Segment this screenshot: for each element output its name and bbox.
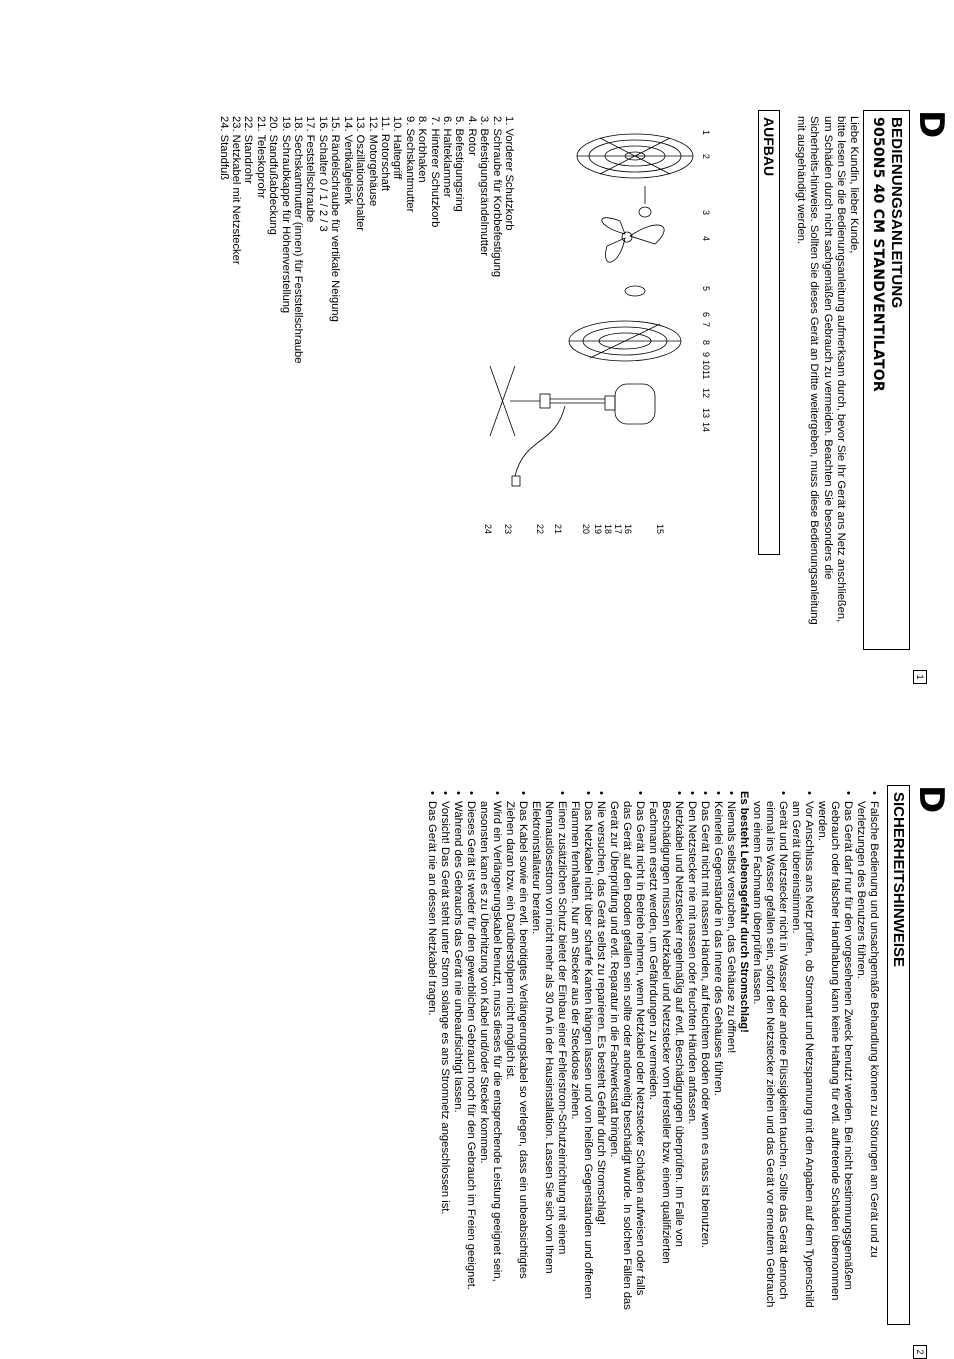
callout-1: 1 — [701, 130, 711, 136]
part-item: 8. Korbhaken — [416, 116, 429, 183]
safety-rule: • Nie versuchen, das Gerät selbst zu reparieren. Es besteht Gefahr durch Stromschlag! — [594, 791, 607, 1311]
safety-rule: • Niemals selbst versuchen, das Gehäuse zu öffnen! — [724, 791, 737, 1311]
callout-12: 12 — [701, 388, 711, 399]
callout-8: 8 — [701, 340, 711, 346]
rotor-drawing — [602, 218, 664, 262]
callout-6: 6 — [701, 312, 711, 318]
part-item: 11. Rotorschaft — [378, 116, 391, 192]
manual-page-2 — [110, 785, 951, 1355]
callout-21: 21 — [553, 524, 563, 535]
callout-17: 17 — [613, 524, 623, 535]
parts-list — [217, 116, 515, 364]
safety-rule: • Das Netzkabel nicht über scharfe Kanten hängen lassen und von heißen Gegenständen und offenen Flammen fernhalten. Nur am Stecker aus der Steckdose ziehen. — [568, 791, 594, 1311]
part-item: 9. Sechskantmutter — [403, 116, 416, 213]
safety-rule: • Den Netzstecker nie mit nassen oder feuchten Händen anfassen. — [685, 791, 698, 1311]
callout-24: 24 — [483, 524, 493, 535]
part-item: 1. Vorderer Schutzkorb — [503, 116, 515, 231]
callout-19: 19 — [593, 524, 603, 535]
manual-title — [863, 110, 910, 650]
intro-paragraph: Liebe Kundin, lieber Kunde, bitte lesen Sie die Bedienungsanleitung aufmerksam durch, bevor Sie Ihr Gerät ans Netz anschließen, um Schäden durch nicht sachgemäßen Gebrauch zu vermeiden. Beachten Sie besonders die Sicherheits-hinweise. Sollten Sie dieses Gerät an Dritte weitergeben, muss diese Bedienungsanleitung mit ausgehändigt werden. — [795, 116, 860, 625]
part-item: 24. Standfuß — [217, 116, 230, 181]
part-item: 7. Hinterer Schutzkorb — [428, 116, 441, 228]
part-item: 2. Schraube für Korbbefestigung — [490, 116, 503, 278]
front-guard-drawing — [577, 134, 693, 178]
callout-4: 4 — [701, 236, 711, 242]
safety-rule: • Vorsicht! Das Gerät steht unter Strom solange es ans Stromnetz angeschlossen ist. — [438, 791, 451, 1311]
part-item: 15. Rändelschraube für vertikale Neigung — [329, 116, 342, 322]
part-item: 19. Schraubkappe für Höhenverstellung — [279, 116, 292, 314]
callout-13: 13 — [701, 408, 711, 419]
language-letter: D — [911, 110, 951, 139]
part-item: 6. Halteklammer — [440, 116, 453, 198]
part-item: 16. Schalter 0 / 1 / 2 / 3 — [316, 116, 329, 232]
aufbau-heading: AUFBAU — [758, 110, 780, 555]
safety-rule: • Keinerlei Gegenstände in das Innere des Gehäuses führen. — [711, 791, 724, 1311]
safety-rule: • Wird ein Verlängerungskabel benutzt, muss dieses für die entsprechende Leistung geeignet sein, ansonsten kann es zu Überhitzung von Kabel und/oder Stecker kommen. — [477, 791, 503, 1311]
part-item: 4. Rotor — [465, 116, 478, 156]
figure-callouts — [483, 130, 711, 534]
callout-2: 2 — [701, 154, 711, 160]
safety-rule: • Einen zusätzlichen Schutz bietet der Einbau einer Fehlerstrom-Schutzeinrichtung mit einem Nennauslösestrom von nicht mehr als 30 mA in der Hausinstallation. Lassen Sie sich von Ihrem Elektroinstallateur beraten. — [529, 791, 568, 1311]
page-number: 1 — [913, 670, 927, 684]
safety-rule: • Das Gerät nicht mit nassen Händen, auf feuchtem Boden oder wenn es nass ist benutzen. — [698, 791, 711, 1311]
callout-22: 22 — [535, 524, 545, 535]
safety-rule: • Das Gerät nie an dessen Netzkabel tragen. — [425, 791, 438, 1311]
callout-7: 7 — [701, 322, 711, 328]
safety-rule: • Netzkabel und Netzstecker regelmäßig auf evtl. Beschädigungen überprüfen. Im Falle von Beschädigungen müssen Netzkabel und Netzstecker vom Hersteller bzw. einem qualifizierten Fachmann ersetzt werden, um Gefährdungen zu vermeiden. — [646, 791, 685, 1311]
part-item: 13. Oszillationsschalter — [354, 116, 367, 232]
manual-page-1 — [110, 110, 951, 680]
safety-rule: • Gerät und Netzstecker nicht in Wasser oder andere Flüssigkeiten tauchen. Sollte das Gerät dennoch einmal ins Wasser gefallen sein, sofort den Netzstecker ziehen und das Gerät vor erneutem Gebrauch von einem Fachmann überprüfen lassen. — [750, 791, 789, 1311]
callout-3: 3 — [701, 210, 711, 216]
safety-rule: • Falsche Bedienung und unsachgemäße Behandlung können zu Störungen am Gerät und zu Verletzungen des Benutzers führen. — [854, 791, 880, 1311]
screw-and-nut-drawing — [639, 186, 651, 217]
intro-text — [794, 116, 860, 636]
page-number: 2 — [913, 1345, 927, 1359]
part-item: 20. Standfußabdeckung — [267, 116, 280, 235]
safety-rule: • Während des Gebrauchs das Gerät nie unbeaufsichtigt lassen. — [451, 791, 464, 1311]
callout-5: 5 — [701, 286, 711, 292]
part-item: 3. Befestigungsrändelmutter — [478, 116, 491, 256]
callout-10: 10 — [701, 360, 711, 371]
title-line-2: 9050N5 40 CM STANDVENTILATOR — [870, 117, 886, 392]
safety-rule: • Vor Anschluss ans Netz prüfen, ob Stromart und Netzspannung mit den Angaben auf dem Typenschild am Gerät übereinstimmen. — [789, 791, 815, 1311]
language-letter: D — [911, 785, 951, 814]
callout-15: 15 — [655, 524, 665, 535]
part-item: 12. Motorgehäuse — [366, 116, 379, 207]
safety-rule: • Das Kabel sowie ein evtl. benötigtes Verlängerungskabel so verlegen, dass ein unbeabsichtigtes Ziehen daran bzw. ein Darüberstolpern nicht möglich ist. — [503, 791, 529, 1311]
safety-rule: • Das Gerät nicht in Betrieb nehmen, wenn Netzkabel oder Netzstecker Schäden aufweisen oder falls das Gerät auf den Boden gefallen sein sollte oder anderweitig beschädigt wurde. In solchen Fällen das Gerät zur Überprüfung und evtl. Reparatur in die Fachwerkstatt bringen. — [607, 791, 646, 1311]
callout-18: 18 — [603, 524, 613, 535]
ring-drawing — [625, 286, 645, 296]
part-item: 17. Feststellschraube — [304, 116, 317, 223]
safety-warning: Es besteht Lebensgefahr durch Stromschlag! — [738, 791, 750, 1033]
rear-guard-drawing — [569, 321, 681, 361]
safety-rules-list — [425, 791, 880, 1311]
part-item: 14. Vertikalgelenk — [341, 116, 354, 205]
part-item: 22. Standrohr — [242, 116, 255, 184]
part-item: 23. Netzkabel mit Netzstecker — [230, 116, 243, 265]
title-line-1: BEDIENUNGSANLEITUNG — [888, 117, 905, 309]
callout-16: 16 — [623, 524, 633, 535]
safety-rule: • Das Gerät darf nur für den vorgesehenen Zweck benutzt werden. Bei nicht bestimmungsgemäßem Gebrauch oder falscher Handhabung kann keine Haftung für evtl. auftretende Schäden übernommen werden. — [815, 791, 854, 1311]
part-item: 21. Teleskoprohr — [254, 116, 267, 199]
callout-9: 9 — [701, 352, 711, 358]
callout-14: 14 — [701, 422, 711, 433]
motor-and-stand-drawing — [490, 366, 655, 486]
part-item: 10. Haltegriff — [391, 116, 404, 180]
part-item: 18. Sechskantmutter (innen) für Feststellschraube — [292, 116, 305, 364]
callout-20: 20 — [581, 524, 591, 535]
callout-23: 23 — [503, 524, 513, 535]
callout-11: 11 — [701, 370, 711, 380]
part-item: 5. Befestigungsring — [453, 116, 466, 212]
safety-heading: SICHERHEITSHINWEISE — [887, 785, 910, 1325]
safety-rule: • Dieses Gerät ist weder für den gewerblichen Gebrauch noch für den Gebrauch im Freien geeignet. — [464, 791, 477, 1311]
